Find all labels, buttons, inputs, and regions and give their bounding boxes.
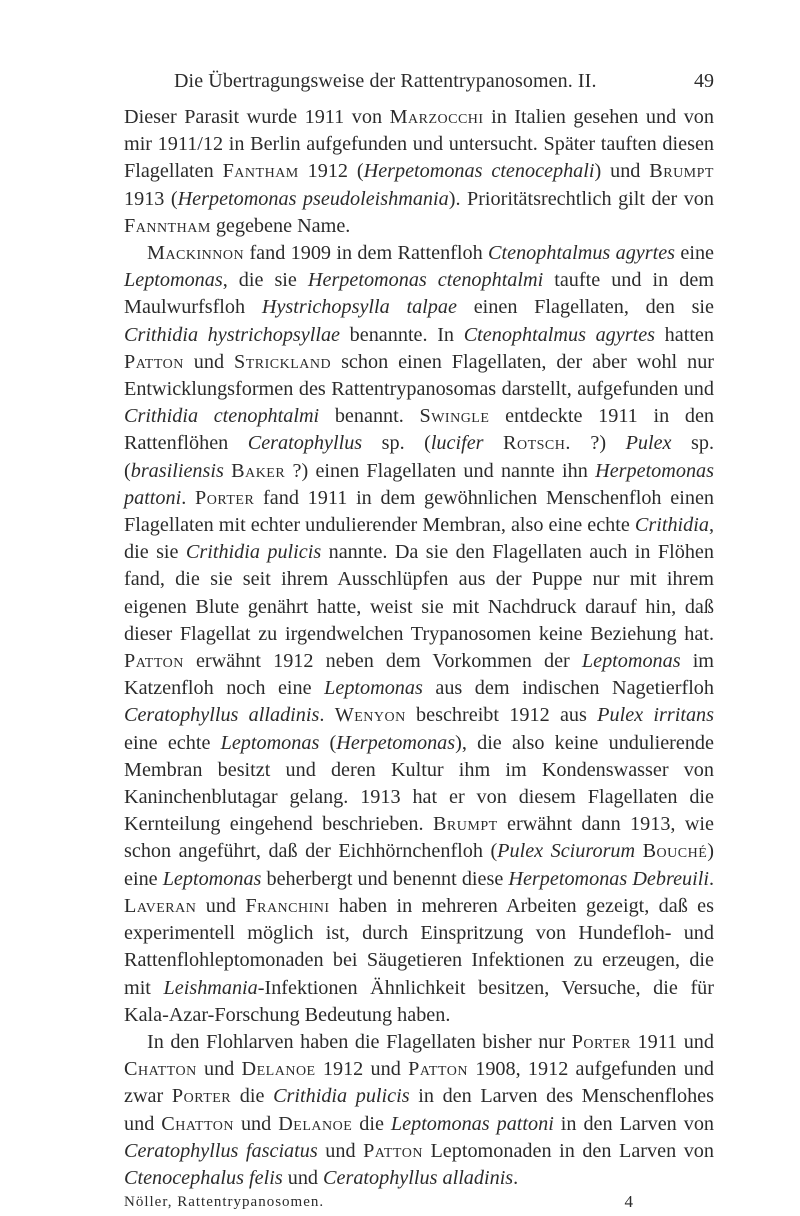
text-run: nannte. Da sie den Flagellaten auch in Flöhen fand, die sie seit ihrem Ausschlüpfen aus der Puppe nur mit ihrem eigenen Blute genährt hatte, weist sie mit Nachdruck darauf hin, daß dieser Flagellat zu irgendwelchen Trypanosomen keine Beziehung hat.: [124, 541, 714, 645]
paragraph: [124, 240, 714, 1029]
text-run: 1912 und: [315, 1058, 409, 1081]
running-title: Die Übertragungsweise der Rattentrypanosomen. II.: [174, 70, 597, 92]
taxon-name: Leptomonas: [324, 677, 423, 700]
signature-line: Nöller, Rattentrypanosomen.: [124, 1194, 325, 1211]
taxon-name: Herpetomonas ctenophtalmi: [307, 269, 544, 292]
page-number: 49: [694, 70, 714, 92]
taxon-name: Ceratophyllus alladinis: [323, 1166, 514, 1189]
taxon-name: Herpetomonas Debreuili: [508, 867, 709, 890]
taxon-name: brasiliensis: [130, 459, 224, 482]
author-name: Wenyon: [334, 704, 406, 727]
author-name: Patton: [124, 350, 184, 373]
author-name: Franchini: [245, 894, 330, 917]
author-name: Chatton: [124, 1058, 197, 1081]
text-run: benannt.: [319, 405, 420, 428]
author-name: Chatton: [161, 1112, 234, 1135]
author-name: Brumpt: [432, 813, 498, 836]
paragraph: [124, 1029, 714, 1192]
author-name: Fantham: [222, 160, 299, 183]
text-run: und: [233, 1112, 279, 1135]
taxon-name: Ctenophtalmus agyrtes: [488, 242, 676, 265]
text-run: gegebene Name.: [210, 214, 351, 237]
author-name: Bouché: [642, 840, 708, 863]
author-name: Patton: [363, 1139, 423, 1162]
text-run: und: [196, 1058, 242, 1081]
text-run: 1912 (: [298, 160, 364, 183]
taxon-name: Herpetomonas pseudoleishmania: [177, 187, 449, 210]
taxon-name: Pulex irritans: [597, 704, 714, 727]
text-run: , die sie: [222, 269, 308, 292]
signature-number: 4: [624, 1192, 634, 1212]
page-footer: [124, 1192, 714, 1216]
author-name: Fanntham: [124, 214, 211, 237]
text-run: 1913 (: [124, 187, 178, 210]
taxon-name: Herpetomonas ctenocephali: [363, 160, 595, 183]
text-run: ), die also keine undulierende Membran besitzt und deren Kultur ihm im Kondenswasser von Kaninchenblutagar gelang. 1913 hat er von diesem Flagellaten die Kernteilung eingehend beschrieben.: [124, 731, 714, 836]
author-name: Laveran: [124, 894, 197, 917]
text-run: erwähnt 1912 neben dem Vorkommen der: [183, 650, 582, 673]
text-run: im Katzenfloh noch eine: [124, 650, 715, 700]
text-run: einen Flagellaten, den sie: [456, 296, 715, 319]
text-run: eine: [675, 242, 714, 265]
text-run: ?): [570, 432, 626, 455]
author-name: Patton: [408, 1058, 468, 1081]
running-header: [124, 62, 714, 102]
text-run: (: [319, 731, 337, 754]
taxon-name: Leptomonas: [124, 269, 223, 292]
taxon-name: Herpetomonas: [336, 731, 456, 754]
text-run: sp. (: [362, 432, 431, 455]
text-run: Dieser Parasit wurde 1911 von: [124, 106, 390, 128]
text-run: fand 1911 in dem gewöhnlichen Menschenfloh einen Flagellaten mit echter undulierender Membran, also eine echte: [124, 486, 714, 537]
text-run: .: [319, 704, 335, 727]
page: [124, 62, 714, 1216]
text-run: in den Larven des Menschenflohes und: [124, 1085, 714, 1135]
taxon-name: Ctenophtalmus agyrtes: [463, 323, 656, 346]
text-run: , die sie: [124, 514, 714, 564]
author-name: Brumpt: [649, 160, 714, 183]
text-run: -Infektionen Ähnlichkeit besitzen, Versuche, die für Kala-Azar-Forschung Bedeutung haben.: [124, 976, 714, 1026]
text-run: und: [317, 1139, 364, 1162]
author-name: Patton: [124, 650, 184, 673]
taxon-name: Leptomonas: [581, 650, 681, 673]
text-run: hatten: [655, 323, 714, 346]
text-run: und: [196, 894, 246, 917]
taxon-name: Crithidia: [634, 514, 709, 537]
text-run: .: [181, 486, 196, 509]
text-run: benannte. In: [340, 323, 464, 346]
taxon-name: Hystrichopsylla talpae: [261, 296, 457, 319]
text-run: In den Flohlarven haben die Flagellaten bisher nur: [147, 1030, 572, 1053]
text-run: 1908, 1912 aufgefunden und zwar: [124, 1058, 715, 1108]
text-run: schon einen Flagellaten, der aber wohl nur Entwicklungsformen des Rattentrypanosomas darstellt, aufgefunden und: [124, 350, 715, 401]
text-run: ) und: [594, 160, 650, 183]
text-run: die: [231, 1085, 274, 1108]
text-run: und: [282, 1166, 324, 1189]
taxon-name: Ctenocephalus felis: [124, 1166, 283, 1189]
text-run: haben in mehreren Arbeiten gezeigt, daß es experimentell möglich ist, durch Einspritzung von Hundefloh- und Rattenflohleptomonaden bei Säugetieren Infektionen zu erzeugen, die mit: [124, 894, 715, 999]
text-run: in Italien gesehen und von mir 1911/12 in Berlin aufgefunden und untersucht. Später tauften diesen Flagellaten: [124, 106, 714, 183]
paragraph: [124, 104, 714, 240]
text-run: ?) einen Flagellaten und nannte ihn: [285, 459, 596, 482]
text-run: aus dem indischen Nagetierfloh: [422, 677, 714, 700]
taxon-name: Ceratophyllus alladinis: [124, 704, 320, 727]
text-run: ). Prioritätsrechtlich gilt der von: [448, 187, 714, 210]
text-run: sp. (: [124, 432, 714, 482]
taxon-name: lucifer: [430, 432, 484, 455]
text-run: die: [352, 1112, 391, 1135]
taxon-name: Pulex: [625, 432, 672, 455]
taxon-name: Ceratophyllus fasciatus: [124, 1139, 318, 1162]
text-run: entdeckte 1911 in den Rattenflöhen: [124, 405, 714, 455]
taxon-name: Crithidia ctenophtalmi: [124, 405, 320, 428]
taxon-name: Leptomonas: [220, 731, 320, 754]
text-run: erwähnt dann 1913, wie schon angeführt, daß der Eichhörnchenfloh (: [124, 813, 714, 863]
taxon-name: Crithidia pulicis: [185, 541, 322, 564]
author-name: Baker: [231, 459, 286, 482]
text-run: beherbergt und benennt diese: [261, 867, 509, 890]
taxon-name: Pulex Sciurorum: [497, 840, 636, 863]
text-run: .: [708, 867, 714, 890]
taxon-name: Crithidia hystrichopsyllae: [124, 323, 340, 346]
author-name: Swingle: [419, 405, 490, 428]
text-run: ) eine: [124, 840, 714, 890]
text-run: in den Larven von: [553, 1112, 715, 1135]
taxon-name: Leptomonas: [162, 867, 262, 890]
text-run: beschreibt 1912 aus: [405, 704, 598, 727]
taxon-name: Leptomonas pattoni: [390, 1112, 554, 1135]
taxon-name: Leishmania: [163, 976, 258, 999]
text-run: eine echte: [124, 731, 221, 754]
author-name: Porter: [171, 1085, 232, 1108]
author-name: Porter: [195, 486, 255, 509]
text-run: 1911 und: [630, 1030, 714, 1053]
author-name: Mackinnon: [147, 242, 245, 265]
taxon-name: Crithidia pulicis: [273, 1085, 410, 1108]
text-run: und: [183, 350, 235, 373]
text-run: fand 1909 in dem Rattenfloh: [244, 242, 489, 265]
taxon-name: Herpetomonas pattoni: [124, 459, 714, 509]
text-run: taufte und in dem Maulwurfsfloh: [124, 269, 714, 319]
text-run: .: [513, 1166, 519, 1189]
author-name: Porter: [571, 1030, 631, 1053]
text-run: [635, 840, 642, 862]
taxon-name: Ceratophyllus: [247, 432, 363, 455]
author-name: Delanoe: [241, 1058, 316, 1081]
author-name: Strickland: [234, 350, 332, 373]
author-name: Marzocchi: [389, 106, 484, 128]
author-name: Rotsch.: [503, 432, 571, 455]
text-run: [484, 432, 503, 454]
text-run: Leptomonaden in den Larven von: [422, 1139, 714, 1162]
body-text: [124, 104, 714, 1192]
author-name: Delanoe: [278, 1112, 353, 1135]
